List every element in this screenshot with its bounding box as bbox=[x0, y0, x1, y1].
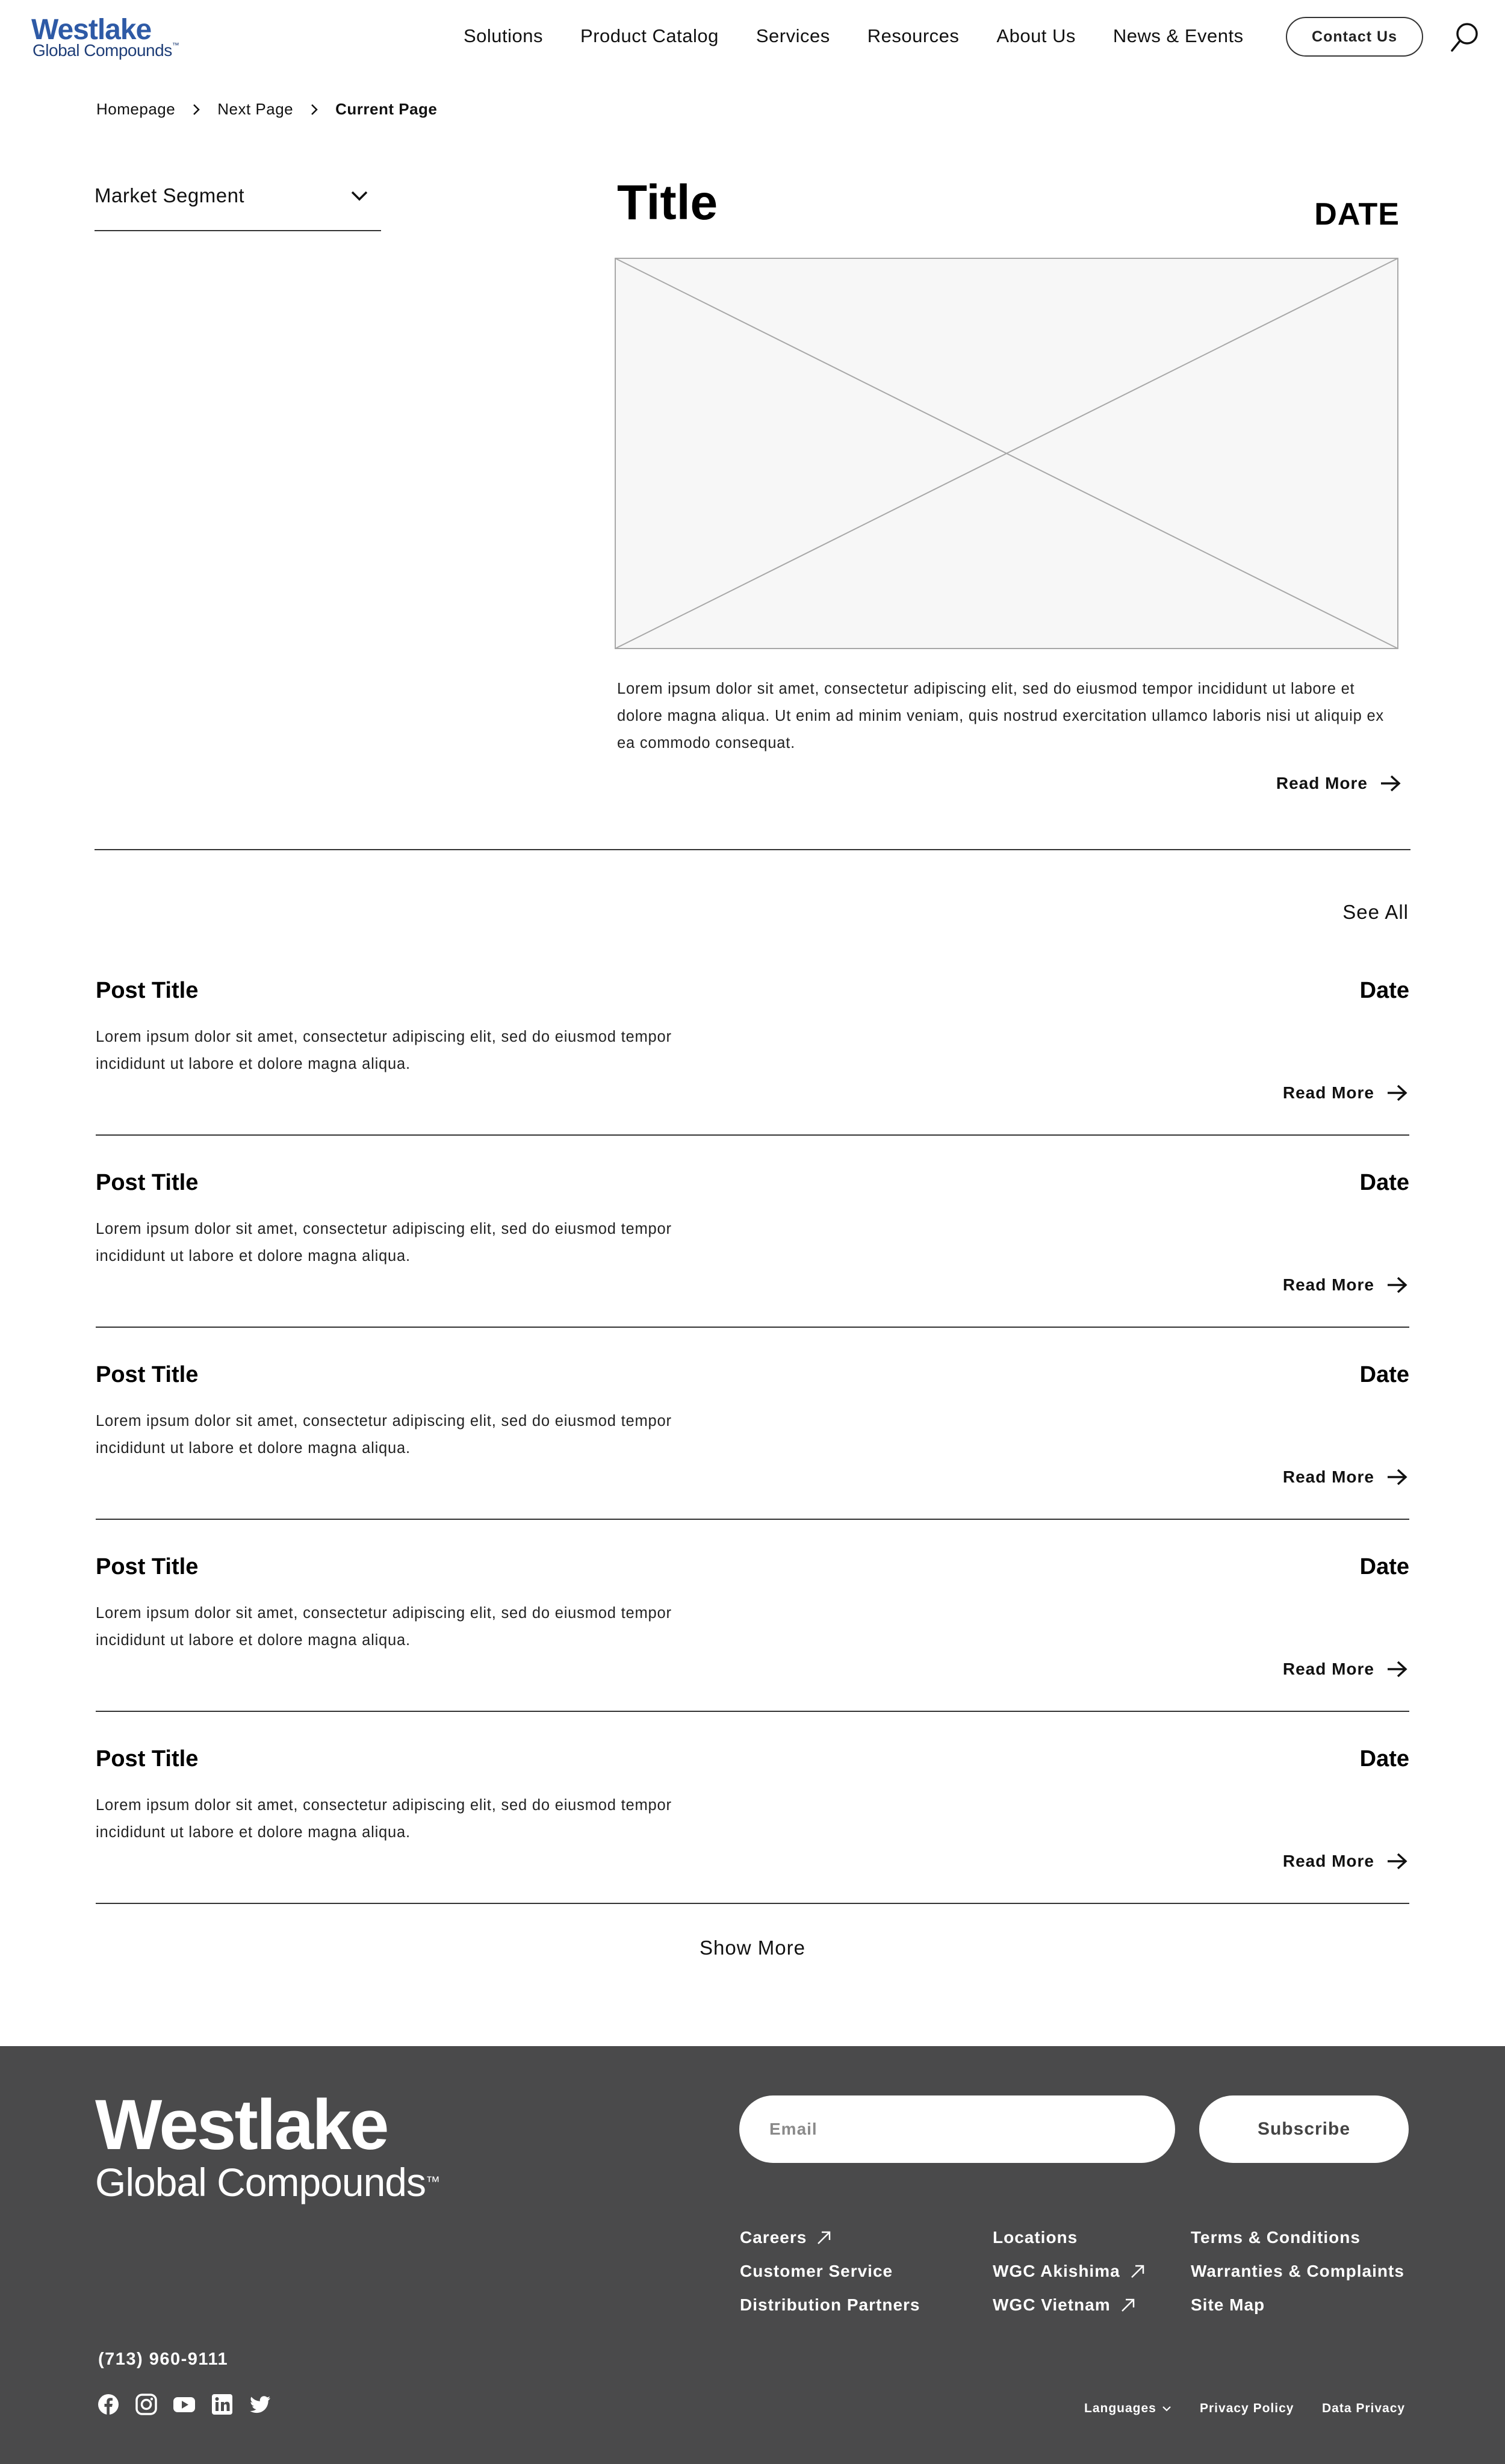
contact-us-button[interactable]: Contact Us bbox=[1286, 17, 1423, 57]
data-privacy-link[interactable]: Data Privacy bbox=[1322, 2401, 1406, 2415]
subscribe-button[interactable]: Subscribe bbox=[1199, 2095, 1409, 2163]
featured-date: DATE bbox=[1314, 197, 1400, 232]
post-item bbox=[96, 1362, 1409, 1520]
post-excerpt: Lorem ipsum dolor sit amet, consectetur adipiscing elit, sed do eiusmod tempor incididunt ut labore et dolore magna aliqua. bbox=[96, 1028, 672, 1072]
external-link-icon bbox=[1130, 2263, 1146, 2279]
arrow-right-icon bbox=[1385, 1275, 1409, 1295]
featured-read-more-link[interactable] bbox=[1276, 773, 1403, 794]
logo-wordmark: Westlake bbox=[31, 14, 152, 46]
market-segment-dropdown[interactable] bbox=[95, 178, 381, 231]
read-more-label: Read More bbox=[1276, 774, 1368, 792]
post-title[interactable]: Post Title bbox=[96, 1554, 199, 1579]
market-segment-label: Market Segment bbox=[95, 184, 245, 207]
languages-label: Languages bbox=[1084, 2401, 1156, 2415]
footer-logo-subtitle bbox=[95, 2158, 439, 2206]
post-excerpt: Lorem ipsum dolor sit amet, consectetur adipiscing elit, sed do eiusmod tempor incididunt ut labore et dolore magna aliqua. bbox=[96, 1605, 672, 1649]
post-item bbox=[96, 1746, 1409, 1904]
post-excerpt: Lorem ipsum dolor sit amet, consectetur adipiscing elit, sed do eiusmod tempor incididunt ut labore et dolore magna aliqua. bbox=[96, 1221, 672, 1265]
instagram-icon[interactable] bbox=[135, 2393, 158, 2416]
featured-title: Title bbox=[617, 175, 718, 230]
post-title[interactable]: Post Title bbox=[96, 1170, 199, 1195]
chevron-right-icon bbox=[304, 102, 324, 117]
arrow-right-icon bbox=[1385, 1659, 1409, 1679]
privacy-policy-link[interactable]: Privacy Policy bbox=[1200, 2401, 1294, 2415]
breadcrumb-next-page[interactable]: Next Page bbox=[217, 100, 294, 118]
post-item bbox=[96, 978, 1409, 1136]
post-read-more-link[interactable] bbox=[1283, 1275, 1409, 1295]
footer-logo-wordmark: Westlake bbox=[95, 2085, 388, 2165]
post-read-more-link[interactable] bbox=[1283, 1467, 1409, 1487]
post-title[interactable]: Post Title bbox=[96, 978, 199, 1003]
footer-logo-subtitle-text: Global Compounds bbox=[95, 2160, 426, 2204]
footer-link-wgc-akishima[interactable] bbox=[993, 2262, 1146, 2281]
footer-link-careers[interactable] bbox=[740, 2228, 832, 2247]
site-header bbox=[0, 0, 1505, 78]
footer-link-label: Careers bbox=[740, 2228, 807, 2247]
logo-trademark: ™ bbox=[172, 41, 179, 49]
footer-link-label: WGC Vietnam bbox=[993, 2295, 1111, 2314]
nav-news-events[interactable]: News & Events bbox=[1112, 25, 1244, 46]
post-date: Date bbox=[1359, 1746, 1409, 1772]
footer-link-site-map[interactable]: Site Map bbox=[1191, 2295, 1265, 2314]
nav-about-us[interactable]: About Us bbox=[996, 25, 1076, 46]
post-read-more-link[interactable] bbox=[1283, 1851, 1409, 1871]
post-item bbox=[96, 1170, 1409, 1328]
nav-resources[interactable]: Resources bbox=[867, 25, 960, 46]
post-date: Date bbox=[1359, 1554, 1409, 1579]
logo-subtitle-text: Global Compounds bbox=[33, 41, 172, 60]
footer-logo[interactable] bbox=[95, 2085, 439, 2206]
post-item bbox=[96, 1554, 1409, 1712]
read-more-label: Read More bbox=[1282, 1852, 1374, 1870]
breadcrumb bbox=[96, 100, 437, 119]
external-link-icon bbox=[1120, 2297, 1136, 2313]
section-divider bbox=[95, 849, 1410, 850]
chevron-down-icon bbox=[347, 184, 371, 208]
arrow-right-icon bbox=[1379, 773, 1403, 794]
facebook-icon[interactable] bbox=[97, 2393, 120, 2416]
read-more-label: Read More bbox=[1282, 1660, 1374, 1678]
footer-link-customer-service[interactable]: Customer Service bbox=[740, 2262, 893, 2280]
post-date: Date bbox=[1359, 978, 1409, 1003]
youtube-icon[interactable] bbox=[173, 2393, 196, 2416]
post-read-more-link[interactable] bbox=[1283, 1659, 1409, 1679]
footer-link-terms[interactable]: Terms & Conditions bbox=[1191, 2228, 1361, 2247]
footer-link-locations[interactable]: Locations bbox=[993, 2228, 1078, 2247]
post-excerpt: Lorem ipsum dolor sit amet, consectetur adipiscing elit, sed do eiusmod tempor incididunt ut labore et dolore magna aliqua. bbox=[96, 1797, 672, 1841]
chevron-down-icon bbox=[1161, 2403, 1172, 2414]
footer-link-wgc-vietnam[interactable] bbox=[993, 2295, 1136, 2315]
arrow-right-icon bbox=[1385, 1467, 1409, 1487]
post-date: Date bbox=[1359, 1170, 1409, 1195]
arrow-right-icon bbox=[1385, 1083, 1409, 1103]
post-title[interactable]: Post Title bbox=[96, 1362, 199, 1387]
featured-excerpt: Lorem ipsum dolor sit amet, consectetur adipiscing elit, sed do eiusmod tempor incididunt ut labore et dolore magna aliqua. Ut enim ad minim veniam, quis nostrud exercitation ullamco laboris nisi ut aliquip ex ea commodo consequat. bbox=[617, 680, 1384, 751]
arrow-right-icon bbox=[1385, 1851, 1409, 1871]
read-more-label: Read More bbox=[1282, 1467, 1374, 1486]
email-field[interactable] bbox=[739, 2095, 1175, 2163]
languages-dropdown[interactable] bbox=[1084, 2401, 1172, 2416]
site-footer bbox=[0, 2046, 1505, 2464]
read-more-label: Read More bbox=[1282, 1083, 1374, 1102]
show-more-button[interactable]: Show More bbox=[700, 1937, 805, 1959]
footer-link-label: WGC Akishima bbox=[993, 2262, 1120, 2280]
footer-link-distribution-partners[interactable]: Distribution Partners bbox=[740, 2295, 920, 2314]
external-link-icon bbox=[816, 2230, 832, 2245]
post-excerpt: Lorem ipsum dolor sit amet, consectetur adipiscing elit, sed do eiusmod tempor incididunt ut labore et dolore magna aliqua. bbox=[96, 1413, 672, 1457]
footer-phone[interactable]: (713) 960-9111 bbox=[98, 2350, 229, 2369]
see-all-link[interactable]: See All bbox=[1342, 901, 1409, 923]
footer-link-warranties[interactable]: Warranties & Complaints bbox=[1191, 2262, 1404, 2280]
nav-solutions[interactable]: Solutions bbox=[464, 25, 544, 46]
nav-product-catalog[interactable]: Product Catalog bbox=[580, 25, 719, 46]
breadcrumb-home[interactable]: Homepage bbox=[96, 100, 176, 118]
image-placeholder bbox=[615, 258, 1398, 649]
post-title[interactable]: Post Title bbox=[96, 1746, 199, 1772]
search-icon[interactable] bbox=[1450, 22, 1480, 54]
post-read-more-link[interactable] bbox=[1283, 1083, 1409, 1103]
main-nav bbox=[464, 25, 1281, 47]
logo-subtitle bbox=[33, 41, 179, 60]
read-more-label: Read More bbox=[1282, 1275, 1374, 1294]
nav-services[interactable]: Services bbox=[756, 25, 830, 46]
breadcrumb-current: Current Page bbox=[335, 100, 438, 118]
post-date: Date bbox=[1359, 1362, 1409, 1387]
chevron-right-icon bbox=[186, 102, 206, 117]
footer-logo-trademark: ™ bbox=[426, 2174, 439, 2190]
westlake-logo[interactable] bbox=[31, 13, 179, 61]
twitter-icon[interactable] bbox=[249, 2393, 272, 2416]
linkedin-icon[interactable] bbox=[211, 2393, 234, 2416]
